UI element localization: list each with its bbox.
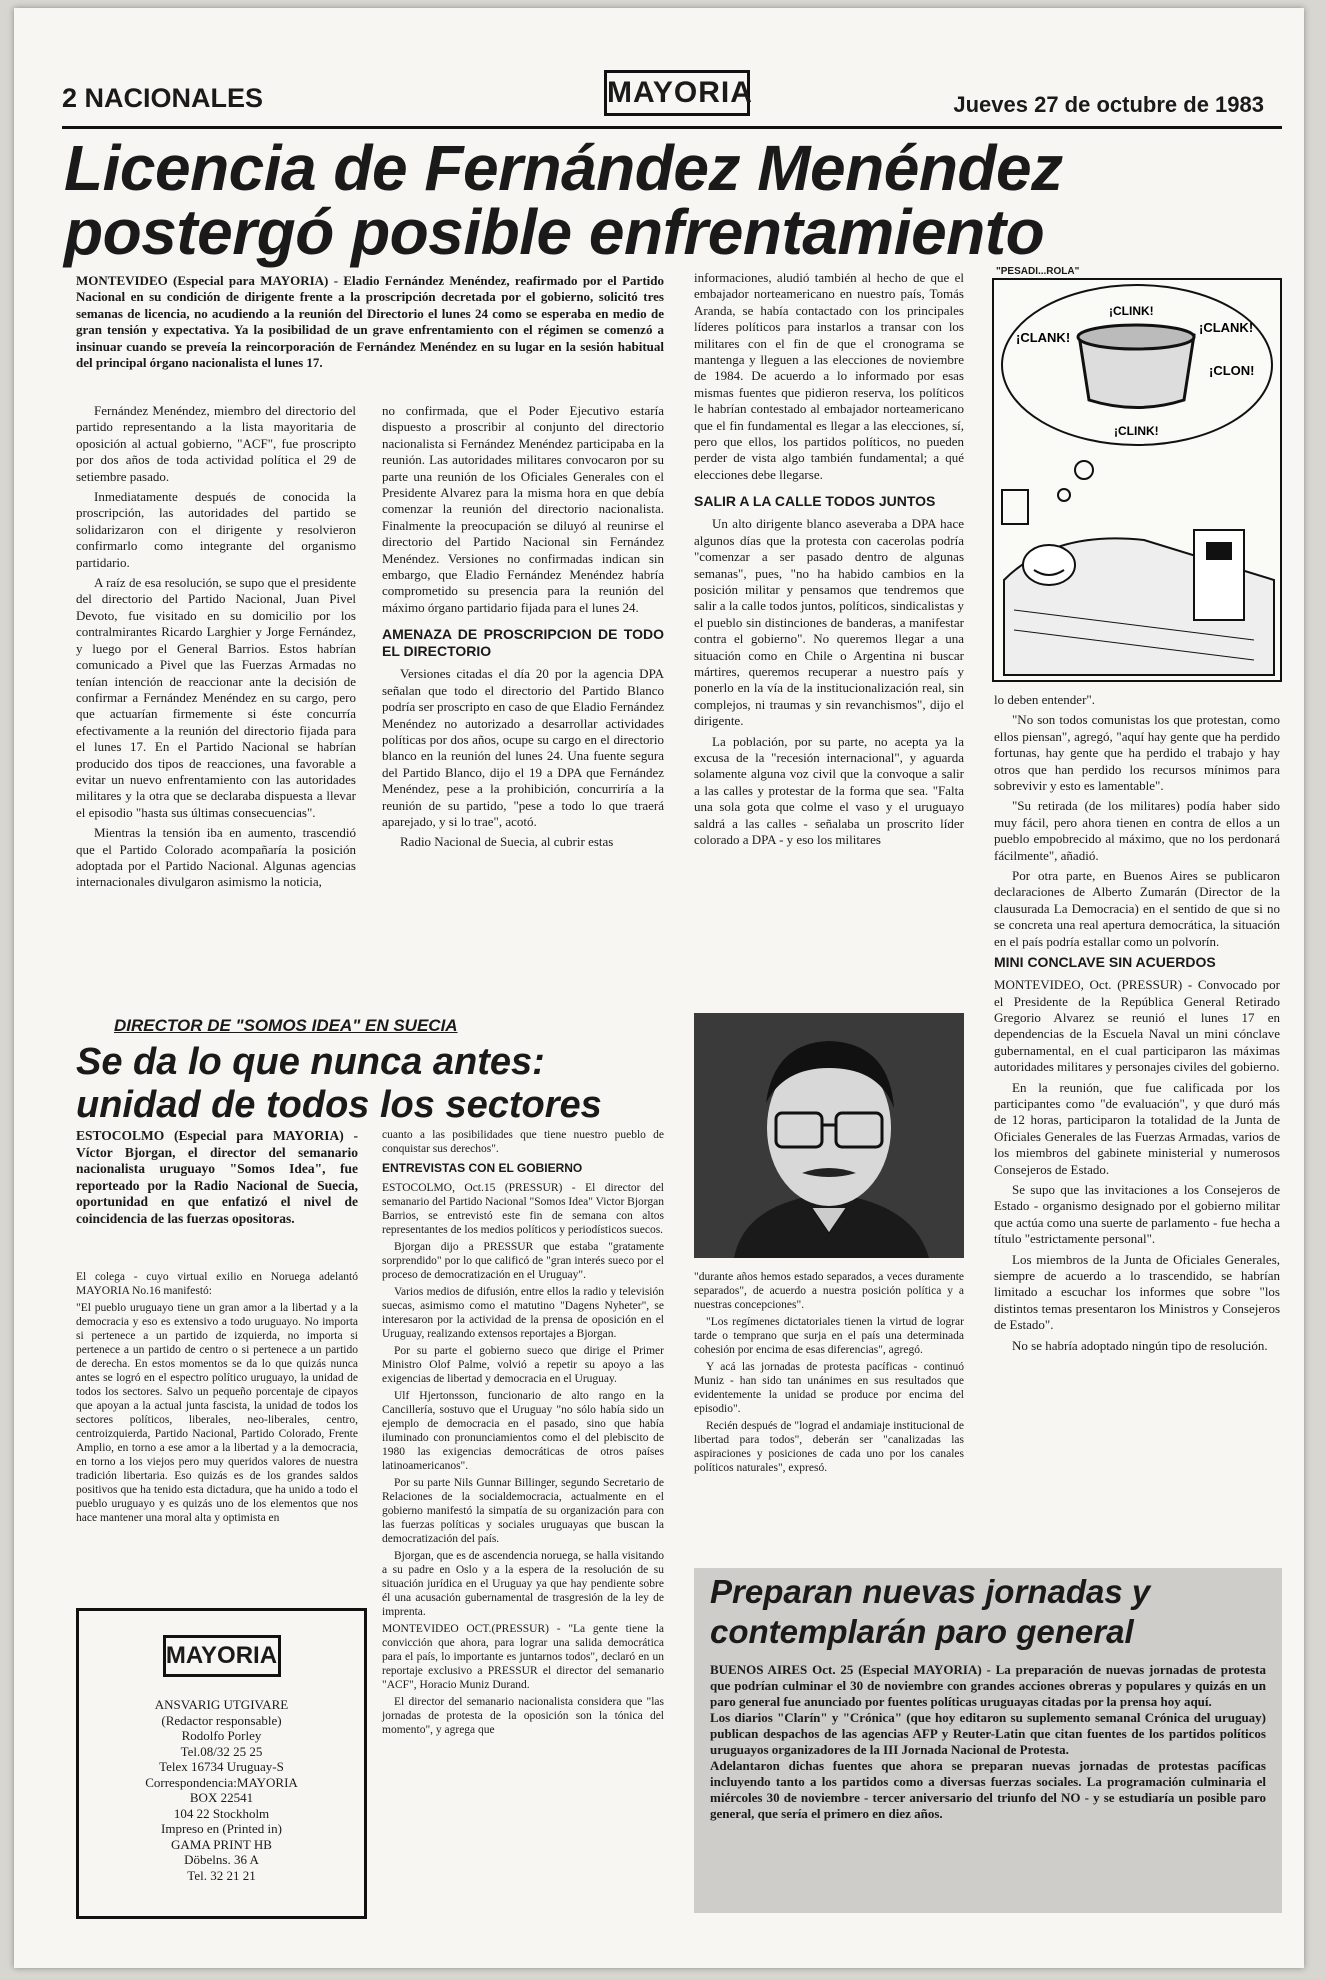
main-headline-line2: postergó posible enfrentamiento [64,196,1045,268]
subhead-salir: SALIR A LA CALLE TODOS JUNTOS [694,493,936,510]
subhead-amenaza: AMENAZA DE PROSCRIPCION DE TODO EL DIRECTORIO [382,626,664,660]
imprint-line: GAMA PRINT HB [171,1836,272,1852]
jornadas-headline-line1: Preparan nuevas jornadas y [710,1573,1151,1610]
article-paragraph: A raíz de esa resolución, se supo que el presidente del directorio del Partido Nacional, Juan Pivel Devoto, fue visitado en su domicilio por los contralmirantes Ricardo Larghier y Jorge Fernández, y luego por el General Barrios. Estos habrían comunicado a Pivel que las Fuerzas Armadas no tenían intención de reaccionar ante la decisión de confirmar a Fernández Menéndez en su cargo, pero que actuarían firmemente si éste concurría efectivamente a la reunión del directorio fijada para el lunes 17. En el Partido Nacional se habrían producido dos tipos de reacciones, una favorable a evitar un nuevo enfrentamiento con las autoridades militares y la otra que se declaraba dispuesta a llevar el episodio "hasta sus últimas consecuencias". [76,575,356,820]
article-paragraph: "Su retirada (de los militares) podía haber sido muy fácil, pero ahora tienen en contra de ellos a un pueblo empobrecido al máximo, que no los perdonará fácilmente", añadió. [994,798,1280,863]
imprint-line: Correspondencia:MAYORIA [145,1774,298,1790]
imprint-line: BOX 22541 [189,1790,254,1805]
jornadas-text [710,1662,1266,1822]
somos-headline-line2: unidad de todos los sectores [76,1084,602,1126]
jornadas-box [694,1568,1282,1913]
imprint-line: Tel.08/32 25 25 [180,1743,263,1759]
somos-headline [76,1041,696,1127]
main-lead-text: MONTEVIDEO (Especial para MAYORIA) - Eladio Fernández Menéndez, reafirmado por el Partido Nacional en su condición de dirigente frente a la proscripción decretada por el gobierno, solicitó tres semanas de licencia, no acudiendo a la reunión del Directorio el lunes 24 como se esperaba en medio de gran tensión y expectativa. Ya la posibilidad de un grave enfrentamiento con el régimen se comenzó a insinuar cuando se preveía la reincorporación de Fernández Menéndez en su lugar en la sesión habitual del principal órgano nacionalista el lunes 17. [76,273,664,371]
imprint-line: 104 22 Stockholm [173,1805,270,1821]
svg-text:¡CLINK!: ¡CLINK! [1114,424,1159,438]
article-paragraph: No se habría adoptado ningún tipo de resolución. [1012,1337,1268,1353]
article-paragraph: El colega - cuyo virtual exilio en Noruega adelantó MAYORIA No.16 manifestó: [76,1271,358,1297]
article-paragraph: Los diarios "Clarín" y "Crónica" (que hoy editaron su suplemento semanal Crónica del uruguay) publican despachos de las agencias AFP y Reuter-Latin que citan fuentes de los partidos políticos uruguayos organizadores de la III Jornada Nacional de Protesta. [710,1710,1266,1757]
portrait-photo [694,1013,964,1258]
article-paragraph: Bjorgan dijo a PRESSUR que estaba "gratamente sorprendido" por lo que calificó de "gran interés sueco por el proceso de democratización en el Uruguay". [382,1241,664,1281]
main-headline [64,132,1284,268]
article-paragraph: "durante años hemos estado separados, a veces duramente separados", de acuerdo a nuestra posición política y a nuestras concepciones". [694,1271,964,1311]
imprint-logo: MAYORIA [163,1635,281,1677]
article-paragraph: Por su parte Nils Gunnar Billinger, segundo Secretario de Relaciones de la socialdemocracia, actualmente en el gobierno manifestó la simpatía de su organización para con las fuerzas políticas y sociales uruguayas que buscan la democratización del país. [382,1477,664,1545]
article-paragraph: Por su parte el gobierno sueco que dirige el Primer Ministro Olof Palme, volvió a repetir su apoyo a las exigencias de libertad y democracia en el Uruguay. [382,1345,664,1385]
header-rule [62,126,1282,129]
article-paragraph: MONTEVIDEO OCT.(PRESSUR) - "La gente tiene la convicción que ahora, para lograr una salida democrática para el país, lo importante es juntarnos todos", declaró en un reportaje exclusivo a PRESSUR el director del semanario "ACF", Horacio Muniz Durand. [382,1623,664,1691]
subhead-mini-conclave: MINI CONCLAVE SIN ACUERDOS [994,954,1216,971]
somos-column-a [76,1270,358,1528]
svg-text:¡CLON!: ¡CLON! [1209,363,1255,378]
article-paragraph: Recién después de "lograd el andamiaje institucional de libertad para todos", deberán ser "canalizadas las aspiraciones y posiciones de cada uno por los canales políticos naturales", expresó. [694,1420,964,1474]
main-column-3 [694,270,964,852]
article-paragraph: Un alto dirigente blanco aseveraba a DPA hace algunos días que la protesta con cacerolas podría "comenzar a ser pasado dentro de algunas semanas", pues, "no ha habido cambios en la posición militar y pensamos que tendremos que salir a la calle todos juntos, políticos, sindicalistas y el pueblo sin distinciones de banderas, a manifestar contra el gobierno". No queremos llegar a una situación como en Chile o Argentina ni buscar mártires, queremos recuperar a nuestro país y ponerlo en la vía de la institucionalización real, sin complejos, ni traumas y sin revanchismos", dijo el dirigente. [694,516,964,729]
svg-text:¡CLANK!: ¡CLANK! [1016,330,1071,345]
article-paragraph: Fernández Menéndez, miembro del directorio del partido representando a la lista mayoritaria de oposición al actual gobierno, "ACF", fue proscripto por dos años de toda actividad política el 29 de setiembre pasado. [76,403,356,484]
article-paragraph: Por otra parte, en Buenos Aires se publicaron declaraciones de Alberto Zumarán (Director de la clausurada La Democracia) en el sentido de que si no se concreta una real apertura democrática, la situación en el país podría estallar como un polvorín. [994,868,1280,949]
article-paragraph: La población, por su parte, no acepta ya la excusa de la "recesión internacional", y aguarda solamente alguna voz civil que la convoque a salir a las calles y protestar de la forma que sea. "Falta una sola gota que colme el vaso y el uruguayo saldrá a las calles - señalaba un proscrito líder colorado a DPA - y eso los militares [694,733,964,847]
somos-column-b [382,1128,664,1740]
jornadas-headline [710,1572,1266,1652]
article-paragraph: Y acá las jornadas de protesta pacíficas - continuó Muniz - han sido tan unánimes en sus resultados que evidentemente la unidad se produce por encima del episodio". [694,1361,964,1415]
article-paragraph: "El pueblo uruguayo tiene un gran amor a la libertad y a la democracia y eso es extensivo a todo uruguayo. No importa si pertenece a un partido de izquierda, no importa si pertenece a un partido de centro o si pertenece a un partido de derecha. En estos momentos se da lo que quizás nunca antes se logró en el espectro político uruguayo, la unidad de todos los sectores. Salvo un pequeño porcentaje de cipayos que apoyan a la actual junta fascista, la unidad de todos los sectores políticos, liberales, neo-liberales, centro, centroizquierda, Partido Nacional, Partido Colorado, Frente Amplio, en torno a ese amor a la libertad y a la democracia, en torno a los viejos pero muy queridos valores de nuestra tradición libertaria. Eso quizás es de los grandes saldos positivos que ha tenido esta dictadura, que ha unido a todo el pueblo uruguayo y es quizás uno de los elementos que nos hace mantener una moral alta y optimista en [76,1302,358,1524]
imprint-line: Tel. 32 21 21 [187,1867,256,1883]
article-paragraph: Varios medios de difusión, entre ellos la radio y televisión suecas, asimismo como el matutino "Dagens Nyheter", se interesaron por la actividad de la prensa de oposición en el Uruguay, realizando extensos reportajes a Bjorgan. [382,1286,664,1340]
article-paragraph: MONTEVIDEO, Oct. (PRESSUR) - Convocado por el Presidente de la República General Retirado Gregorio Alvarez se reunió el lunes 17 en dependencias de la Escuela Naval un mini cónclave gubernamental, en el cual participaron las máximas autoridades militares y personajes civiles del gobierno. [994,977,1280,1075]
section-label: 2 NACIONALES [62,83,264,113]
main-column-4 [994,692,1280,1358]
article-paragraph: ESTOCOLMO, Oct.15 (PRESSUR) - El director del semanario del Partido Nacional "Somos Idea" Victor Bjorgan Barrios, se entrevistó este fin de semana con altos representantes de los medios políticos y periodísticos suecos. [382,1182,664,1236]
article-paragraph: Se supo que las invitaciones a los Consejeros de Estado - organismo designado por el gobierno militar que actúa como una suerte de parlamento - fue hecha a título "estrictamente personal". [994,1181,1280,1247]
cartoon-drawing [994,280,1280,680]
imprint-line: (Redactor responsable) [161,1712,282,1728]
cartoon-caption: "PESADI...ROLA" [996,266,1080,277]
article-paragraph: El director del semanario nacionalista considera que "las jornadas de protesta de la oposición son la tónica del momento", y agrega que [382,1696,664,1736]
newspaper-page [14,8,1304,1968]
imprint-box [76,1608,367,1919]
svg-text:¡CLANK!: ¡CLANK! [1199,320,1254,335]
somos-headline-line1: Se da lo que nunca antes: [76,1041,545,1083]
imprint-line: Rodolfo Porley [181,1728,262,1743]
imprint-line: Döbelns. 36 A [184,1852,259,1867]
svg-text:¡CLINK!: ¡CLINK! [1109,304,1154,318]
article-paragraph: En la reunión, que fue calificada por los participantes como "de evaluación", y que duró más de 12 horas, participaron la totalidad de la Junta de Oficiales Generales de las Fuerzas Armadas, varios de los miembros del gabinete ministerial y numerosos Consejeros de Estado. [994,1079,1280,1177]
main-lead [76,273,664,375]
main-column-1 [76,403,356,895]
somos-kicker: DIRECTOR DE "SOMOS IDEA" EN SUECIA [114,1016,458,1035]
article-paragraph: Ulf Hjertonsson, funcionario de alto rango en la Cancillería, sostuvo que el Uruguay "no sólo había sido un ejemplo de democracia en el pasado, sino que había iluminado con pronunciamientos como el del plebiscito de 1980 las exigencias democráticas de otros países latinoamericanos". [382,1390,664,1472]
somos-lead [76,1128,358,1231]
article-paragraph: Los miembros de la Junta de Oficiales Generales, siempre de acuerdo a lo trascendido, se habrían limitado a escuchar los informes que sobre "los distintos temas presentaron los Ministros y Consejeros de Estado". [994,1251,1280,1333]
issue-date: Jueves 27 de octubre de 1983 [953,92,1264,117]
article-paragraph: Mientras la tensión iba en aumento, trascendió que el Partido Colorado acompañaría la posición adoptada por el Partido Nacional. Algunas agencias internacionales divulgaron asimismo la noticia, [76,825,356,890]
portrait-drawing [694,1013,964,1258]
cartoon-illustration [992,278,1282,682]
article-paragraph: informaciones, aludió también al hecho de que el embajador norteamericano en nuestro país, Tomás Aranda, se había contactado con los principales líderes políticos para instarlos a transar con los militares con el fin de que el cronograma se mantenga y lleguen a las elecciones de noviembre de 1984. De acuerdo a lo informado por esas mismas fuentes que pidieron reserva, los políticos le habrían contestado al embajador norteamericano que el fin fundamental es llegar a las elecciones, sí, pero que ellos, los partidos políticos, no pueden perder de vista algo también fundamental; a qué elecciones debe llegarse. [694,270,964,482]
main-headline-line1: Licencia de Fernández Menéndez [64,132,1063,204]
article-paragraph: Radio Nacional de Suecia, al cubrir estas [400,834,614,850]
subhead-entrevistas: ENTREVISTAS CON EL GOBIERNO [382,1161,583,1175]
article-paragraph: no confirmada, que el Poder Ejecutivo estaría dispuesto a proscribir al conjunto del directorio nacionalista si Fernández Menéndez participaba en la reunión. Las autoridades militares convocaron por su parte una reunión de los Oficiales Generales con el Presidente Alvarez para la misma hora en que debía comenzar la reunión del directorio nacionalista. Finalmente la preocupación se diluyó al reunirse el directorio del Partido Nacional sin Fernández Menéndez. Versiones no confirmadas indican sin embargo, que Eladio Fernández Menéndez habría comprometido su presencia para la reunión del máximo órgano partidario fijada para el lunes 24. [382,403,664,615]
imprint-line: ANSVARIG UTGIVARE [154,1697,289,1712]
article-paragraph: Versiones citadas el día 20 por la agencia DPA señalan que todo el directorio del Partido Blanco podría ser proscripto en caso de que Eladio Fernández Menéndez no autorizado a desarrollar actividades políticas por dos años, ocupe su cargo en el directorio blanco en la reunión del lunes 24. Una fuente segura del Partido Blanco, dijo el 19 a DPA que Fernández Menéndez, pese a la prohibición, concurriría a la reunión de su partido, "pese a todo lo que traerá aparejado, y si lo trae", acotó. [382,666,664,829]
article-paragraph: "No son todos comunistas los que protestan, como ellos piensan", agregó, "aquí hay gente que ha perdido fortunas, hay gente que ha perdido el trabajo y hay otros que han perdido los recursos mínimos para sobrevivir y esto es lamentable". [994,712,1280,794]
article-paragraph: "Los regímenes dictatoriales tienen la virtud de lograr tarde o temprano que surja en el país una determinada cohesión por encima de esas diferencias", agregó. [694,1316,964,1356]
main-column-2 [382,403,664,855]
imprint-line: Telex 16734 Uruguay-S [159,1759,284,1774]
article-paragraph: BUENOS AIRES Oct. 25 (Especial MAYORIA) - La preparación de nuevas jornadas de protesta que podrían culminar el 30 de noviembre con grandes acciones obreras y populares y quizás en un paro general fue anunciado por fuentes políticas uruguayas citadas por la prensa hoy aquí. [710,1662,1266,1709]
somos-lead-text: ESTOCOLMO (Especial para MAYORIA) - Víctor Bjorgan, el director del semanario nacionalista uruguayo "Somos Idea", fue reporteado por la Radio Nacional de Suecia, oportunidad en que enfatizó el nivel de coincidencia de las fuerzas opositoras. [76,1128,358,1226]
article-paragraph: Inmediatamente después de conocida la proscripción, las autoridades del partido se solidarizaron con el dirigente y resolvieron confirmarlo como integrante del organismo partidario. [76,489,356,570]
article-paragraph: cuanto a las posibilidades que tiene nuestro pueblo de conquistar sus derechos". [382,1129,664,1155]
article-paragraph: lo deben entender". [994,692,1095,707]
masthead-logo: MAYORIA [604,70,750,116]
imprint-line: Impreso en (Printed in) [161,1821,282,1836]
somos-column-c [694,1270,964,1478]
article-paragraph: Adelantaron dichas fuentes que ahora se preparan nuevas jornadas de protestas pacíficas incluyendo tanto a los partidos como a diversas fuerzas sociales. La programación culminaria el miércoles 30 de noviembre - tercer aniversario del triunfo del NO - y se estudiaría un posible paro general, que sería el primero en diez años. [710,1758,1266,1821]
article-paragraph: Bjorgan, que es de ascendencia noruega, se halla visitando a su padre en Oslo y a la espera de la resolución de su situación jurídica en el Uruguay ya que hay pendiente sobre él una acusación gubernamental de trasgresión de la ley de imprenta. [382,1550,664,1618]
jornadas-headline-line2: contemplarán paro general [710,1613,1134,1650]
